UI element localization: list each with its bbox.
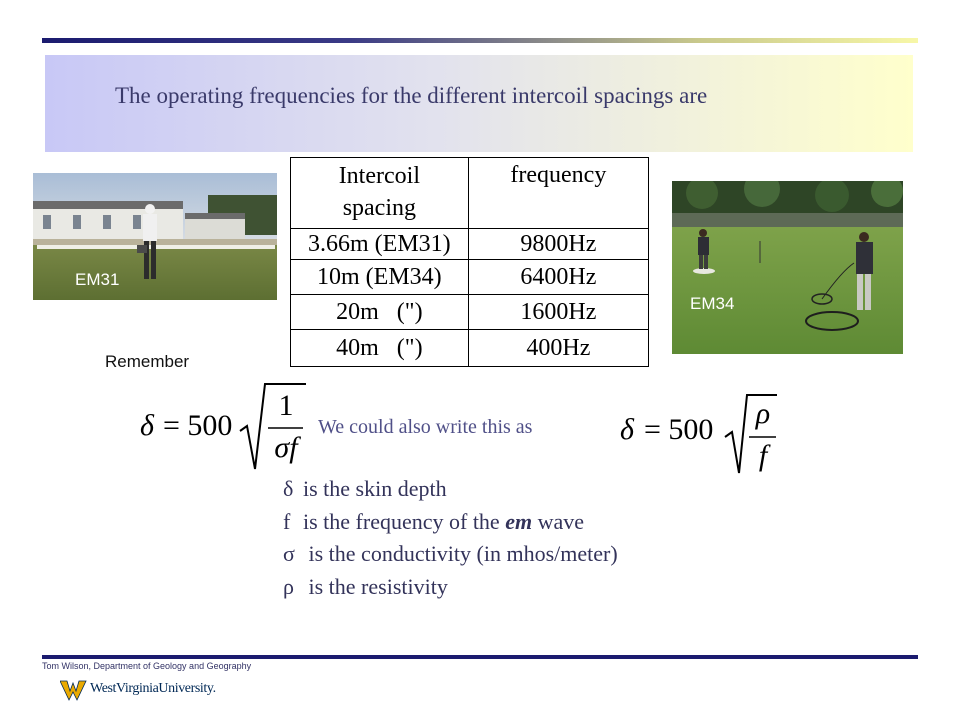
table-cell-frequency: 9800Hz	[468, 229, 648, 260]
table-cell-spacing: 20m (")	[291, 295, 469, 330]
table-row	[291, 295, 649, 330]
definition-emphasis: em	[505, 508, 533, 534]
definition-text-tail: wave	[532, 508, 585, 534]
em34-photo	[672, 181, 903, 354]
formula-denominator: f	[758, 439, 768, 472]
definition-frequency	[283, 506, 618, 539]
definition-text: is the skin depth	[303, 476, 447, 501]
em31-photo	[33, 173, 277, 300]
alt-form-text: We could also write this as	[318, 416, 533, 438]
definitions-list	[283, 473, 618, 603]
table-row	[291, 229, 649, 260]
top-rule	[42, 38, 918, 43]
table-row	[291, 260, 649, 295]
formula-equals: = 500	[644, 413, 714, 446]
table-cell-spacing: 10m (EM34)	[291, 260, 469, 295]
em34-label: EM34	[690, 294, 735, 313]
frequency-table	[290, 157, 649, 367]
formula-lhs: δ	[140, 409, 154, 442]
formula-lhs: δ	[620, 413, 634, 446]
skin-depth-resistivity-formula	[620, 393, 780, 478]
wvu-logo	[60, 677, 230, 703]
formula-denominator: σf	[274, 431, 298, 464]
table-header-frequency: frequency	[468, 158, 648, 229]
definition-resistivity	[283, 571, 618, 604]
table-header-spacing: Intercoil spacing	[291, 158, 469, 229]
definition-text: is the conductivity (in mhos/meter)	[303, 541, 618, 566]
definition-text: is the resistivity	[303, 573, 448, 599]
table-cell-frequency: 6400Hz	[468, 260, 648, 295]
remember-label: Remember	[105, 352, 190, 371]
definition-skin-depth	[283, 473, 618, 506]
slide-title: The operating frequencies for the different intercoil spacings are	[115, 83, 708, 108]
footer-credit: Tom Wilson, Department of Geology and Geography	[42, 661, 252, 671]
definition-symbol: δ	[283, 476, 294, 501]
definition-conductivity	[283, 538, 618, 571]
table-cell-spacing: 40m (")	[291, 330, 469, 367]
formula-equals: = 500	[163, 409, 233, 442]
formula-numerator: 1	[278, 389, 294, 422]
definition-symbol: f	[283, 508, 291, 534]
definition-text: is the frequency of the	[303, 508, 506, 534]
formula-numerator: ρ	[755, 397, 771, 430]
table-header-row	[291, 158, 649, 229]
skin-depth-conductivity-formula	[140, 383, 308, 473]
table-row	[291, 330, 649, 367]
definition-symbol: ρ	[283, 573, 294, 599]
bottom-rule	[42, 655, 918, 659]
title-banner	[45, 55, 913, 152]
table-cell-frequency: 1600Hz	[468, 295, 648, 330]
definition-symbol: σ	[283, 541, 295, 566]
wv-logo-icon	[60, 678, 90, 702]
em34-photo-scene	[672, 181, 903, 354]
table-cell-spacing: 3.66m (EM31)	[291, 229, 469, 260]
em31-label: EM31	[75, 270, 120, 289]
logo-wordmark: WestVirginiaUniversity.	[90, 681, 216, 696]
em31-photo-scene	[33, 173, 277, 300]
table-cell-frequency: 400Hz	[468, 330, 648, 367]
